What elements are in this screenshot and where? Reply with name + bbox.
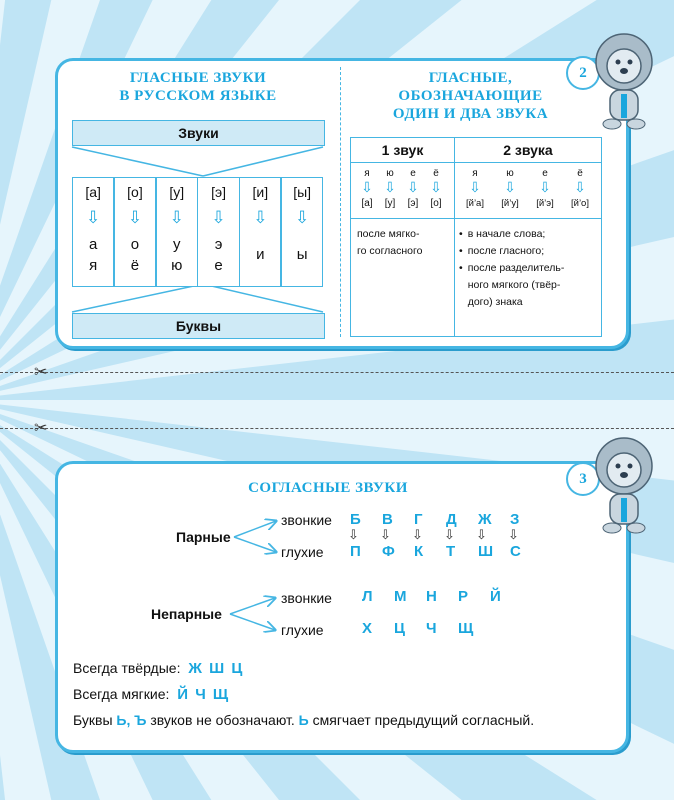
vowel-sound: [ы] [293,184,312,200]
sounds-header: Звуки [72,120,325,146]
vowel-column [239,177,281,287]
consonant-letter: Ч [426,620,437,637]
vowel-letters: о ё [130,236,140,274]
vowels-card [55,58,629,349]
consonant-letter: Г [414,511,423,528]
lion-mascot-icon [588,28,662,132]
vowel-letters: у ю [171,236,183,274]
vowel-sound: [у] [384,198,396,209]
consonant-letter: Л [362,588,373,605]
consonant-letter: М [394,588,407,605]
vowel-letters: ы [296,246,308,263]
consonant-letter: Й [490,588,501,605]
consonant-letter: З [510,511,520,528]
vowel-sound: [й’а] [466,198,484,209]
always-soft-line: Всегда мягкие: Й Ч Щ [73,686,229,703]
cut-line [0,428,674,429]
vowel-sound: [й’у] [501,198,519,209]
always-hard-letters: Ж Ш Ц [188,660,243,677]
voiceless-label: глухие [281,544,324,560]
consonant-letter: В [382,511,393,528]
vowel-sound: [а] [361,198,373,209]
vowel-column [72,177,114,287]
consonant-letter: Б [350,511,361,528]
vowel-sound: [й’о] [571,198,589,209]
two-sound-vowels-title: ГЛАСНЫЕ, ОБОЗНАЧАЮЩИЕ ОДИН И ДВА ЗВУКА [392,70,549,122]
vowel-column [281,177,323,287]
down-arrow-icon: ⇩ [476,527,487,542]
vowel-letters: и [256,246,265,263]
signs-note-line: Буквы Ь, Ъ звуков не обозначают. Ь смягчает предыдущий согласный. [73,712,535,728]
scissors-icon: ✂ [34,364,48,381]
vowel-letter: ю [506,168,514,179]
down-arrow-icon: ⇩ [361,179,373,195]
consonant-letter: С [510,543,521,560]
consonant-letter: Х [362,620,373,637]
consonant-letter: Н [426,588,437,605]
always-hard-line: Всегда твёрдые: Ж Ш Ц [73,660,243,677]
unpaired-label: Непарные [151,606,222,622]
vowel-sound: [э] [211,184,226,200]
consonant-letter: К [414,543,424,560]
down-arrow-icon: ⇩ [348,527,359,542]
down-arrow-icon: ⇩ [504,179,516,195]
consonants-card [55,461,629,753]
one-sound-note: после мягко- го согласного [357,228,423,257]
down-arrow-icon: ⇩ [384,179,396,195]
two-sounds-header: 2 звука [503,142,553,158]
letters-header: Буквы [72,313,325,339]
vowel-sound: [й’э] [536,198,554,209]
scissors-icon: ✂ [34,420,48,437]
card-number-badge: 2 [566,56,600,90]
vowel-sound: [о] [127,184,143,200]
down-arrow-icon: ⇩ [380,527,391,542]
signs-letters: Ь, Ъ [116,712,147,728]
down-arrow-icon: ⇩ [444,527,455,542]
down-arrow-icon: ⇩ [211,208,226,227]
branch-arrows [58,464,626,750]
consonant-letter: П [350,543,361,560]
down-arrow-icon: ⇩ [539,179,551,195]
vowel-letters: э е [214,236,223,274]
vowel-column [114,177,156,287]
down-arrow-icon: ⇩ [430,179,442,195]
vowel-letters: а я [88,236,98,274]
two-sounds-notes: • в начале слова; • после гласного; • после разделитель- ного мягкого (твёр- дого) знака [459,228,565,308]
consonant-letter: Ж [478,511,492,528]
vowel-sound: [э] [407,198,419,209]
lion-mascot-icon [588,432,662,536]
vowel-letter: ё [433,168,439,179]
vowel-letter: я [472,168,478,179]
always-soft-letters: Й Ч Щ [177,686,229,703]
soft-sign-letter: Ь [298,712,309,728]
card-number-badge: 3 [566,462,600,496]
consonant-letter: Ш [478,543,494,560]
down-arrow-icon: ⇩ [412,527,423,542]
consonants-title: СОГЛАСНЫЕ ЗВУКИ [248,480,408,496]
down-arrow-icon: ⇩ [295,208,310,227]
down-arrow-icon: ⇩ [407,179,419,195]
cut-line [0,372,674,373]
down-arrow-icon: ⇩ [253,208,268,227]
down-arrow-icon: ⇩ [169,208,184,227]
down-arrow-icon: ⇩ [86,208,101,227]
vowel-column [156,177,198,287]
voiced-label: звонкие [281,590,332,606]
voiceless-label: глухие [281,622,324,638]
vowel-letter: ё [577,168,583,179]
paired-label: Парные [176,529,231,545]
consonant-letter: Т [446,543,456,560]
vowel-sound: [и] [252,184,269,200]
down-arrow-icon: ⇩ [469,179,481,195]
vowel-column [197,177,239,287]
consonant-letter: Р [458,588,469,605]
one-sound-header: 1 звук [381,142,424,158]
vowel-sound: [а] [85,184,101,200]
vowels-title: ГЛАСНЫЕ ЗВУКИ В РУССКОМ ЯЗЫКЕ [119,70,277,104]
consonant-letter: Д [446,511,457,528]
consonant-letter: Ц [394,620,405,637]
vowel-letter: е [410,168,416,179]
two-sounds-table [350,137,602,337]
down-arrow-icon: ⇩ [127,208,143,227]
vowel-letter: ю [386,168,394,179]
consonant-letter: Ф [382,543,395,560]
down-arrow-icon: ⇩ [508,527,519,542]
vowel-letter: я [364,168,370,179]
voiced-label: звонкие [281,512,332,528]
vowel-letter: е [542,168,548,179]
consonant-letter: Щ [458,620,474,637]
vowel-sound: [о] [430,198,442,209]
down-arrow-icon: ⇩ [574,179,586,195]
vowel-sound: [у] [169,184,185,200]
